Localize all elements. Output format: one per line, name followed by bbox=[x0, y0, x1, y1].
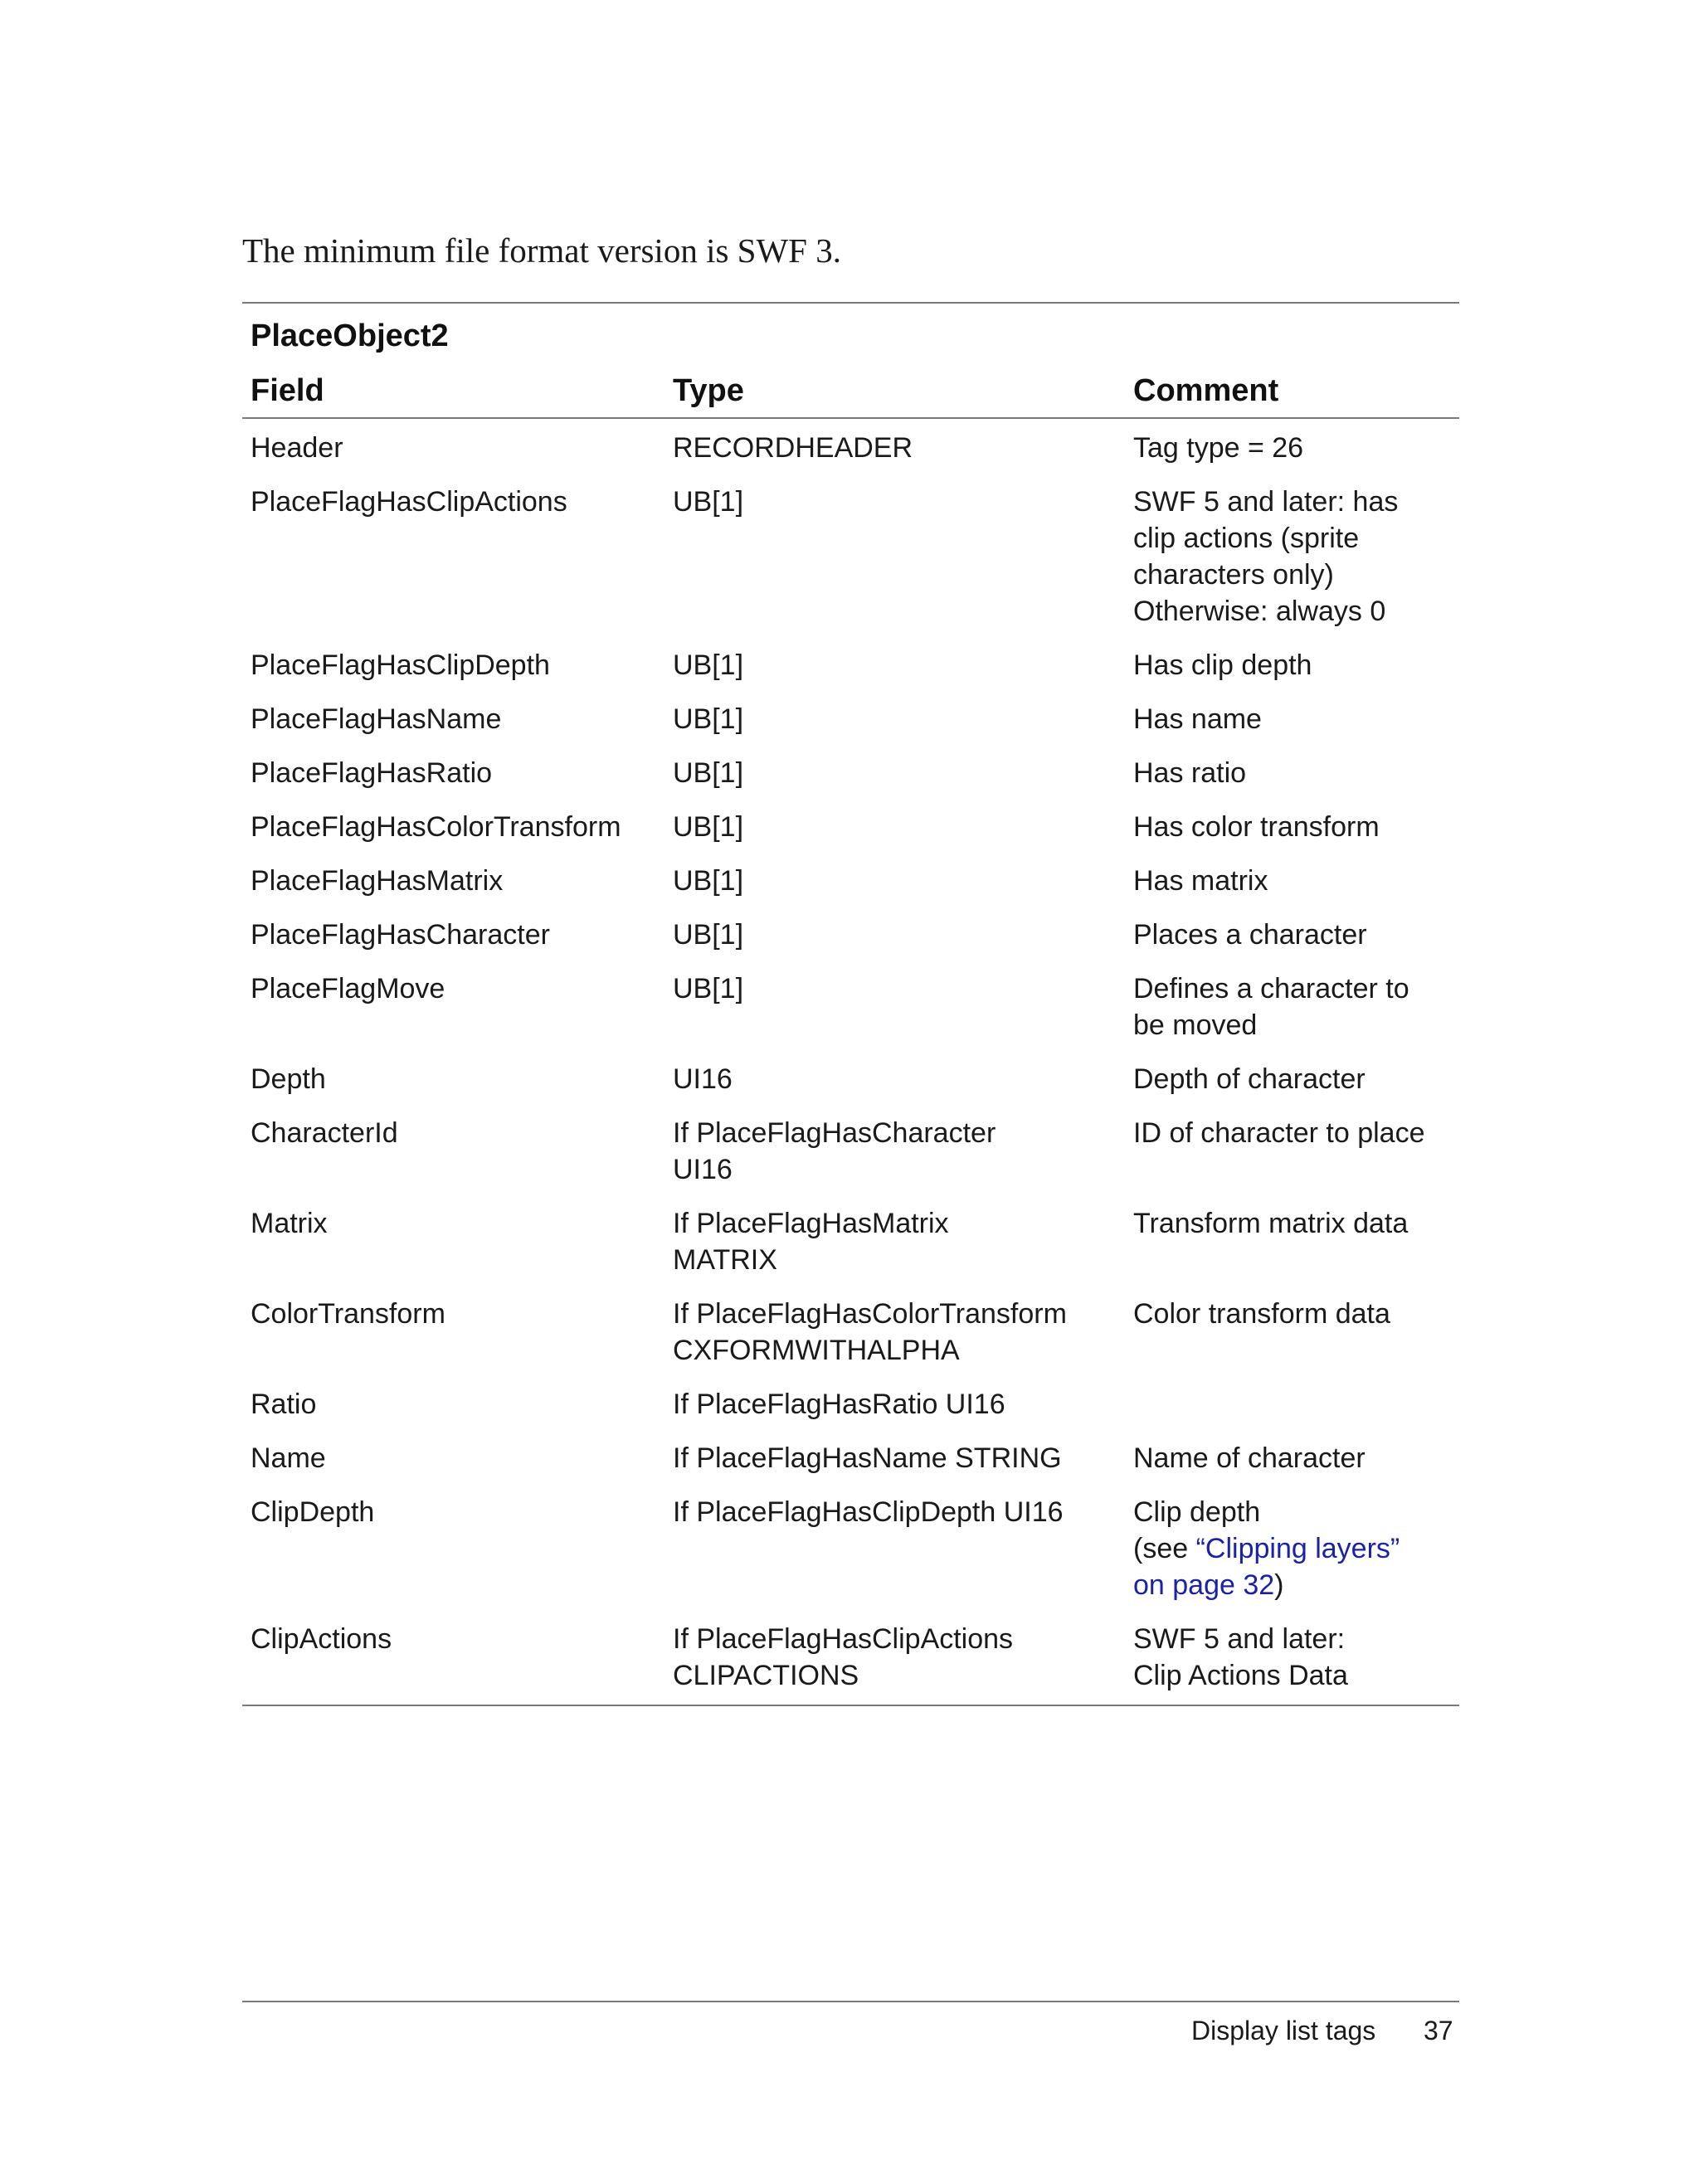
cell-type: UB[1] bbox=[673, 919, 744, 951]
cell-field: PlaceFlagHasColorTransform bbox=[251, 811, 621, 843]
table-body bbox=[242, 419, 1459, 1705]
placeobject2-table bbox=[242, 302, 1459, 1706]
cell-comment: Places a character bbox=[1133, 919, 1367, 951]
cell-comment: ID of character to place bbox=[1133, 1117, 1425, 1149]
table-row bbox=[242, 1386, 1459, 1423]
cell-comment: Transform matrix data bbox=[1133, 1208, 1409, 1239]
cell-type: If PlaceFlagHasClipDepth UI16 bbox=[673, 1496, 1064, 1528]
cell-field: PlaceFlagHasClipActions bbox=[251, 486, 567, 518]
table-row bbox=[242, 1621, 1459, 1694]
cell-type: UB[1] bbox=[673, 486, 744, 518]
cell-comment bbox=[1125, 1386, 1459, 1423]
table-row bbox=[242, 484, 1459, 630]
cell-comment bbox=[1125, 1494, 1459, 1603]
table-row bbox=[242, 701, 1459, 737]
cell-comment: Has ratio bbox=[1133, 757, 1247, 789]
cell-comment: Defines a character to be moved bbox=[1133, 973, 1409, 1041]
table-row bbox=[242, 1494, 1459, 1603]
cell-type: If PlaceFlagHasColorTransform CXFORMWITHALPHA bbox=[673, 1298, 1067, 1366]
cell-field: Depth bbox=[251, 1063, 326, 1095]
cell-comment: Has matrix bbox=[1133, 865, 1268, 897]
cell-comment: Depth of character bbox=[1133, 1063, 1366, 1095]
header-field: Field bbox=[251, 373, 324, 408]
footer-section-title: Display list tags bbox=[1191, 2016, 1376, 2045]
cell-comment: Tag type = 26 bbox=[1133, 432, 1304, 464]
cell-type: UB[1] bbox=[673, 757, 744, 789]
cell-comment: Has name bbox=[1133, 703, 1262, 735]
cell-type: UB[1] bbox=[673, 649, 744, 681]
cell-field: ColorTransform bbox=[251, 1298, 445, 1330]
table-row bbox=[242, 1115, 1459, 1188]
cell-comment: Color transform data bbox=[1133, 1298, 1390, 1330]
table-row bbox=[242, 755, 1459, 791]
clipping-layers-link[interactable]: “Clipping layers” on page 32 bbox=[1133, 1533, 1400, 1601]
table-row bbox=[242, 1440, 1459, 1476]
comment-text: Clip depth (see bbox=[1133, 1496, 1261, 1564]
table-row bbox=[242, 970, 1459, 1043]
cell-comment: Name of character bbox=[1133, 1442, 1366, 1474]
cell-type: If PlaceFlagHasName STRING bbox=[673, 1442, 1062, 1474]
header-type: Type bbox=[673, 373, 744, 408]
table-row bbox=[242, 647, 1459, 683]
cell-field: PlaceFlagHasRatio bbox=[251, 757, 493, 789]
table-row bbox=[242, 1205, 1459, 1278]
cell-field: Name bbox=[251, 1442, 326, 1474]
comment-text: ) bbox=[1274, 1569, 1284, 1601]
footer-rule bbox=[242, 2001, 1459, 2002]
table-row bbox=[242, 1061, 1459, 1097]
table-row bbox=[242, 863, 1459, 899]
intro-paragraph: The minimum file format version is SWF 3. bbox=[242, 231, 841, 270]
cell-field: PlaceFlagHasClipDepth bbox=[251, 649, 550, 681]
cell-field: Matrix bbox=[251, 1208, 328, 1239]
cell-field: PlaceFlagHasCharacter bbox=[251, 919, 550, 951]
cell-type: If PlaceFlagHasClipActions CLIPACTIONS bbox=[673, 1623, 1014, 1691]
cell-field: ClipDepth bbox=[251, 1496, 375, 1528]
cell-type: UB[1] bbox=[673, 865, 744, 897]
cell-field: PlaceFlagHasMatrix bbox=[251, 865, 504, 897]
table-row bbox=[242, 430, 1459, 466]
cell-comment: SWF 5 and later: has clip actions (sprite characters only) Otherwise: always 0 bbox=[1133, 486, 1399, 627]
cell-type: UB[1] bbox=[673, 973, 744, 1004]
cell-field: PlaceFlagHasName bbox=[251, 703, 502, 735]
cell-type: If PlaceFlagHasRatio UI16 bbox=[673, 1389, 1005, 1420]
cell-type: If PlaceFlagHasMatrix MATRIX bbox=[673, 1208, 949, 1276]
cell-comment: Has color transform bbox=[1133, 811, 1380, 843]
cell-type: UB[1] bbox=[673, 703, 744, 735]
cell-field: PlaceFlagMove bbox=[251, 973, 445, 1004]
cell-field: CharacterId bbox=[251, 1117, 398, 1149]
cell-type: RECORDHEADER bbox=[673, 432, 913, 464]
table-row bbox=[242, 917, 1459, 953]
header-comment: Comment bbox=[1133, 373, 1279, 408]
cell-field: ClipActions bbox=[251, 1623, 392, 1655]
cell-field: Ratio bbox=[251, 1389, 317, 1420]
table-caption: PlaceObject2 bbox=[251, 319, 449, 353]
table-header-row bbox=[242, 359, 1459, 419]
table-row bbox=[242, 1296, 1459, 1369]
cell-type: UB[1] bbox=[673, 811, 744, 843]
cell-type: If PlaceFlagHasCharacter UI16 bbox=[673, 1117, 996, 1185]
cell-comment: SWF 5 and later: Clip Actions Data bbox=[1133, 1623, 1348, 1691]
cell-type: UI16 bbox=[673, 1063, 733, 1095]
page-number: 37 bbox=[1424, 2016, 1453, 2045]
cell-field: Header bbox=[251, 432, 343, 464]
cell-comment: Has clip depth bbox=[1133, 649, 1312, 681]
table-row bbox=[242, 809, 1459, 845]
